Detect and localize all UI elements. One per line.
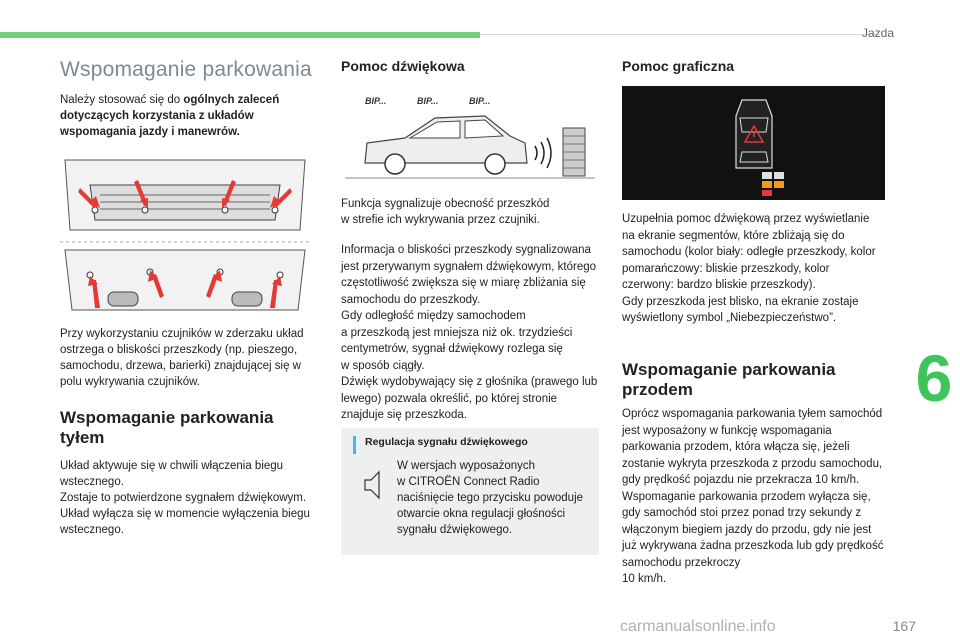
- sound-assist-paragraph-2: Informacja o bliskości przeszkody sygnalizowana jest przerywanym sygnałem dźwiękowym, którego częstotliwość zwiększa się w miarę zbliżania się samochodu do przeszkody. Gdy odległość między samochodem a przeszkodą jest mniejsza niż ok. trzydzieści centymetrów, sygnał dźwiękowy rozlega się w sposób ciągły. Dźwięk wydobywający się z głośnika (prawego lub lewego) pozwala określić, po której stronie znajduje się przeszkoda.: [341, 244, 598, 421]
- rear-parking-paragraph: Układ aktywuje się w chwili włączenia biegu wstecznego. Zostaje to potwierdzone sygnałem dźwiękowym. Układ wyłącza się w momencie wyłączenia biegu wstecznego.: [60, 460, 310, 536]
- front-parking-paragraph: Oprócz wspomagania parkowania tyłem samochód jest wyposażony w funkcję wspomagania parkowania przodem, która włącza się, jeżeli zostanie wykryta przeszkoda z przodu samochodu, gdy prędkość pojazdu nie przekracza 10 km/h. Wspomaganie parkowania przodem wyłącza się, gdy samochód stoi przez ponad trzy sekundy z włączonym biegiem jazdy do przodu, gdy nie jest już wykrywana żadna przeszkoda lub gdy prędkość samochodu przekroczy 10 km/h.: [622, 408, 884, 585]
- chapter-tab: [908, 338, 960, 418]
- sensors-paragraph: Przy wykorzystaniu czujników w zderzaku układ ostrzega o bliskości przeszkody (np. pieszego, samochodu, drzewa, barierki) znajdującej się w polu wykrywania czujników.: [60, 328, 304, 388]
- speaker-icon: [363, 468, 385, 502]
- beep-label: BIP...: [365, 96, 387, 106]
- sound-assist-heading: Pomoc dźwiękowa: [341, 58, 465, 74]
- top-accent-bar: [0, 32, 480, 38]
- watermark: carmanualsonline.info: [620, 618, 776, 635]
- intro-prefix: Należy stosować się do: [60, 94, 184, 106]
- section-name: Jazda: [861, 26, 894, 40]
- beep-label: BIP...: [417, 96, 439, 106]
- beep-label: BIP...: [469, 96, 491, 106]
- sound-adjust-note: [341, 428, 599, 555]
- graphic-assist-heading: Pomoc graficzna: [622, 58, 735, 74]
- page-title: Wspomaganie parkowania: [60, 58, 312, 81]
- note-text: W wersjach wyposażonych w CITROËN Connect Radio naciśnięcie tego przycisku powoduje otwarcie okna regulacji głośności sygnału dźwiękowego.: [397, 460, 584, 536]
- note-accent-bar: [353, 436, 356, 454]
- parking-screen-illustration: [622, 86, 885, 200]
- header-rule: [480, 34, 880, 35]
- sound-assist-paragraph-1: Funkcja sygnalizuje obecność przeszkód w strefie ich wykrywania przez czujniki.: [341, 198, 550, 226]
- bumper-sensors-illustration: [60, 150, 310, 315]
- chapter-number: 6: [915, 341, 953, 415]
- graphic-assist-paragraph: Uzupełnia pomoc dźwiękową przez wyświetlanie na ekranie segmentów, które zbliżają się do samochodu (kolor biały: odległe przeszkody, kolor pomarańczowy: bliskie przeszkody, kolor czerwony: bardzo bliskie przeszkody). Gdy przeszkoda jest blisko, na ekranie zostaje wyświetlony symbol „Niebezpieczeństwo”.: [622, 213, 876, 324]
- rear-parking-heading: Wspomaganie parkowania tyłem: [60, 408, 274, 447]
- note-title: Regulacja sygnału dźwiękowego: [365, 436, 528, 448]
- page-number: 167: [892, 618, 916, 634]
- intro-bold: ogólnych zaleceń dotyczących korzystania z układów wspomagania jazdy i manewrów.: [60, 94, 280, 138]
- front-parking-heading: Wspomaganie parkowania przodem: [622, 360, 836, 399]
- car-beep-illustration: [345, 88, 595, 188]
- intro-paragraph: [60, 92, 310, 140]
